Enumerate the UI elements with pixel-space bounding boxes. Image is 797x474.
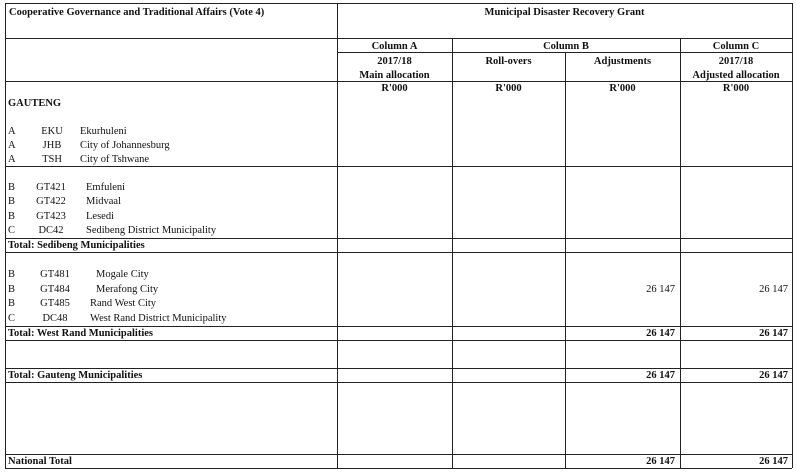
column-c-desc: Adjusted allocation [692, 70, 780, 81]
column-a-year: 2017/18 [377, 56, 412, 67]
table-row-cat: B [8, 196, 16, 207]
table-row-code: GT485 [40, 298, 70, 309]
column-b-label: Column B [543, 41, 589, 52]
table-row-name: Sedibeng District Municipality [86, 225, 217, 236]
unit-col-a: R'000 [381, 83, 408, 94]
rule [5, 468, 792, 469]
rule [5, 3, 792, 4]
table-row-code: TSH [42, 154, 62, 165]
rule [680, 38, 681, 468]
rule [565, 52, 566, 468]
table-row-cat: B [8, 269, 16, 280]
gauteng-total-adjustments: 26 147 [646, 370, 675, 381]
table-row-code: JHB [42, 140, 62, 151]
grant-title: Municipal Disaster Recovery Grant [484, 7, 645, 18]
table-row-cat: B [8, 182, 16, 193]
table-row-cat: C [8, 313, 16, 324]
table-row-name: Rand West City [90, 298, 157, 309]
table-row-cat: A [8, 126, 16, 137]
table-row-name: City of Tshwane [80, 154, 150, 165]
unit-adjustments: R'000 [609, 83, 636, 94]
table-row-adjusted: 26 147 [759, 284, 788, 295]
rule [5, 3, 6, 468]
national-total-adjustments: 26 147 [646, 456, 675, 467]
table-row-name: Merafong City [96, 284, 159, 295]
rule [5, 252, 792, 253]
rule [452, 38, 453, 468]
table-row-code: DC48 [42, 313, 68, 324]
westrand-total-label: Total: West Rand Municipalities [8, 328, 153, 339]
table-row-code: GT481 [40, 269, 70, 280]
westrand-total-adjustments: 26 147 [646, 328, 675, 339]
table-row-name: City of Johannesburg [80, 140, 170, 151]
national-total-adjusted: 26 147 [759, 456, 788, 467]
table-row-code: GT421 [36, 182, 66, 193]
table-row-cat: A [8, 154, 16, 165]
unit-rollovers: R'000 [495, 83, 522, 94]
sedibeng-total-label: Total: Sedibeng Municipalities [8, 240, 145, 251]
table-row-code: GT423 [36, 211, 66, 222]
national-total-label: National Total [8, 456, 72, 467]
table-row-name: West Rand District Municipality [90, 313, 227, 324]
rule [792, 3, 793, 468]
adjustments-header: Adjustments [593, 56, 652, 67]
westrand-total-adjusted: 26 147 [759, 328, 788, 339]
table-row-cat: B [8, 211, 16, 222]
rollovers-header: Roll-overs [485, 56, 532, 67]
unit-col-c: R'000 [722, 83, 750, 94]
table-row-cat: A [8, 140, 16, 151]
rule [5, 340, 792, 341]
column-c-year: 2017/18 [718, 56, 754, 67]
table-row-code: DC42 [38, 225, 64, 236]
gauteng-total-adjusted: 26 147 [759, 370, 788, 381]
table-row-code: EKU [41, 126, 63, 137]
province-heading: GAUTENG [8, 98, 62, 109]
table-row-adjustments: 26 147 [646, 284, 675, 295]
rule [5, 38, 792, 39]
column-a-label: Column A [371, 41, 418, 52]
table-row-name: Emfuleni [86, 182, 126, 193]
table-row-code: GT484 [40, 284, 70, 295]
table-row-name: Midvaal [86, 196, 121, 207]
table-row-name: Mogale City [96, 269, 149, 280]
table-row-name: Lesedi [86, 211, 114, 222]
gauteng-total-label: Total: Gauteng Municipalities [8, 370, 143, 381]
table-row-name: Ekurhuleni [80, 126, 127, 137]
table-row-cat: B [8, 298, 16, 309]
rule [5, 382, 792, 383]
rule [5, 166, 792, 167]
department-title: Cooperative Governance and Traditional Affairs (Vote 4) [9, 7, 265, 18]
table-row-code: GT422 [36, 196, 66, 207]
column-c-label: Column C [712, 41, 760, 52]
table-row-cat: C [8, 225, 16, 236]
table-row-cat: B [8, 284, 16, 295]
column-a-desc: Main allocation [359, 70, 430, 81]
